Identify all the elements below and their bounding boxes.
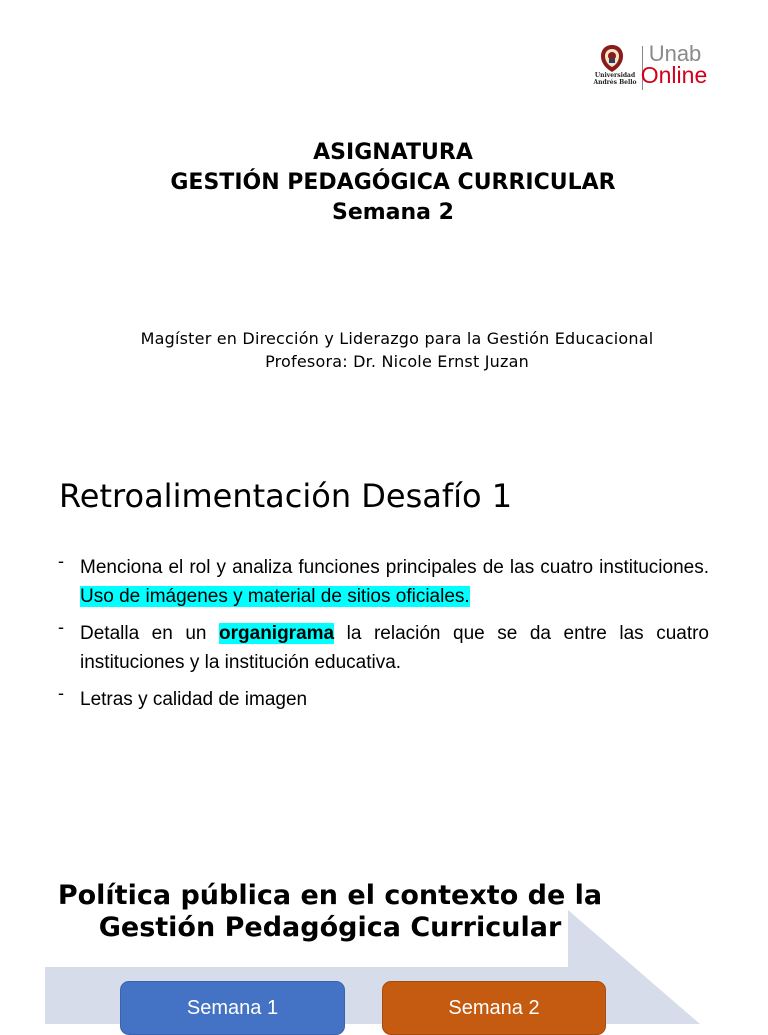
program-name: Magíster en Dirección y Liderazgo para la Gestión Educacional xyxy=(140,329,654,348)
highlighted-text: Uso de imágenes y material de sitios oficiales. xyxy=(80,586,470,607)
unab-online-logo xyxy=(590,41,715,92)
highlighted-keyword: organigrama xyxy=(219,623,335,644)
university-crest-icon xyxy=(596,44,628,74)
feedback-item-text: Menciona el rol y analiza funciones principales de las cuatro instituciones. xyxy=(80,557,709,578)
feedback-item-text: Letras y calidad de imagen xyxy=(80,689,308,710)
week-1-box[interactable]: Semana 1 xyxy=(120,981,345,1035)
university-name-line1: Universidad xyxy=(594,72,636,79)
policy-title xyxy=(30,880,630,944)
feedback-heading: Retroalimentación Desafío 1 xyxy=(59,477,513,515)
feedback-item xyxy=(58,685,709,714)
university-name xyxy=(590,72,640,86)
feedback-item xyxy=(58,619,709,677)
feedback-list xyxy=(58,553,709,722)
course-title xyxy=(0,138,768,228)
course-title-line3: Semana 2 xyxy=(331,200,454,225)
feedback-item-text: la relación que se da entre las cuatro instituciones y la institución educativa. xyxy=(80,623,710,673)
course-title-line2: GESTIÓN PEDAGÓGICA CURRICULAR xyxy=(170,170,616,195)
policy-title-line1: Política pública en el contexto de la xyxy=(57,880,603,911)
university-name-line2: Andrés Bello xyxy=(593,79,637,86)
logo-online-text: Online xyxy=(640,62,708,88)
logo-unab-text: Unab xyxy=(648,41,702,66)
program-info xyxy=(0,327,768,373)
course-title-line1: ASIGNATURA xyxy=(313,140,473,165)
feedback-item-text: Detalla en un xyxy=(80,623,220,644)
feedback-item xyxy=(58,553,709,611)
professor-name: Profesora: Dr. Nicole Ernst Juzan xyxy=(265,352,529,371)
policy-title-line2: Gestión Pedagógica Curricular xyxy=(98,912,562,943)
week-2-box[interactable]: Semana 2 xyxy=(382,981,606,1035)
